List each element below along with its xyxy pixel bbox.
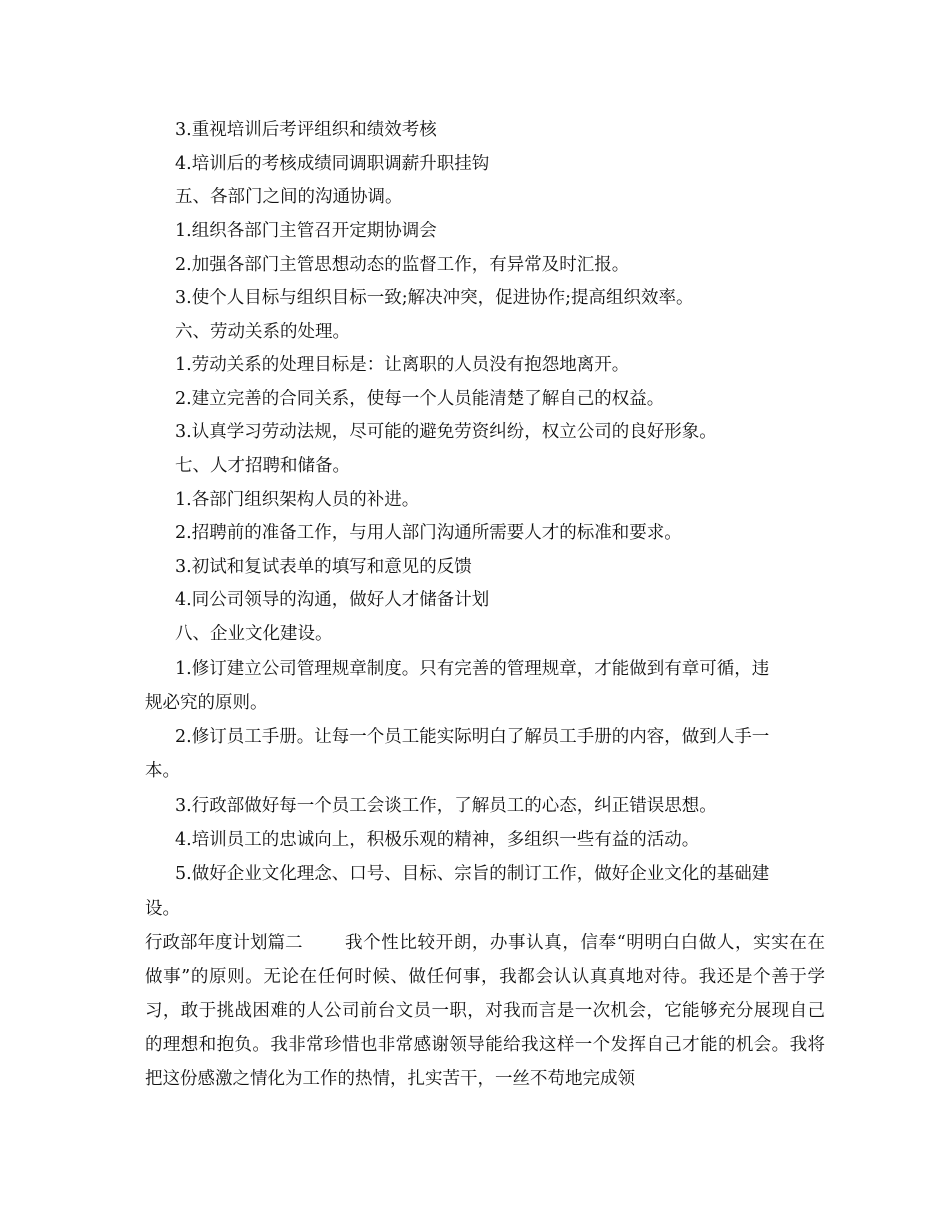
list-item: 3.初试和复试表单的填写和意见的反馈 [175,557,472,577]
section-title: 行政部年度计划篇二 [145,933,303,953]
list-item: 5.做好企业文化理念、口号、目标、宗旨的制订工作，做好企业文化的基础建 [175,864,770,884]
list-item: 4.同公司领导的沟通，做好人才储备计划 [175,590,490,610]
list-item: 1.各部门组织架构人员的补进。 [175,490,420,510]
list-item-continuation: 规必究的原则。 [145,693,268,713]
list-item: 2.建立完善的合同关系，使每一个人员能清楚了解自己的权益。 [175,389,665,409]
body-paragraph: 我个性比较开朗，办事认真，信奉“明明白白做人，实实在在做事”的原则。无论在任何时候、做任何事，我都会认认真真地对待。我还是个善于学习，敢于挑战困难的人公司前台文员一职，对我而言是一次机会，它能够充分展现自己的理想和抱负。我非常珍惜也非常感谢领导能给我这样一个发挥自己才能的机会。我将把这份感激之情化为工作的热情，扎实苦干，一丝不苟地完成领 [145,933,825,1089]
section-heading: 六、劳动关系的处理。 [175,322,350,342]
list-item: 3.行政部做好每一个员工会谈工作，了解员工的心态，纠正错误思想。 [175,796,717,816]
list-item: 1.组织各部门主管召开定期协调会 [175,221,437,241]
list-item: 1.修订建立公司管理规章制度。只有完善的管理规章，才能做到有章可循，违 [175,659,770,679]
list-item-continuation: 设。 [145,899,180,919]
section-heading: 五、各部门之间的沟通协调。 [175,187,403,207]
list-item: 2.招聘前的准备工作，与用人部门沟通所需要人才的标准和要求。 [175,523,682,543]
list-item: 3.重视培训后考评组织和绩效考核 [175,120,437,140]
list-item: 2.修订员工手册。让每一个员工能实际明白了解员工手册的内容，做到人手一 [175,727,770,747]
list-item: 3.认真学习劳动法规，尽可能的避免劳资纠纷，权立公司的良好形象。 [175,422,717,442]
list-item: 4.培训员工的忠诚向上，积极乐观的精神，多组织一些有益的活动。 [175,830,700,850]
list-item: 3.使个人目标与组织目标一致;解决冲突，促进协作;提高组织效率。 [175,288,694,308]
section-heading: 七、人才招聘和储备。 [175,456,350,476]
list-item: 1.劳动关系的处理目标是：让离职的人员没有抱怨地离开。 [175,355,630,375]
list-item-continuation: 本。 [145,761,180,781]
list-item: 2.加强各部门主管思想动态的监督工作，有异常及时汇报。 [175,255,630,275]
section-heading: 八、企业文化建设。 [175,624,333,644]
list-item: 4.培训后的考核成绩同调职调薪升职挂钩 [175,154,490,174]
